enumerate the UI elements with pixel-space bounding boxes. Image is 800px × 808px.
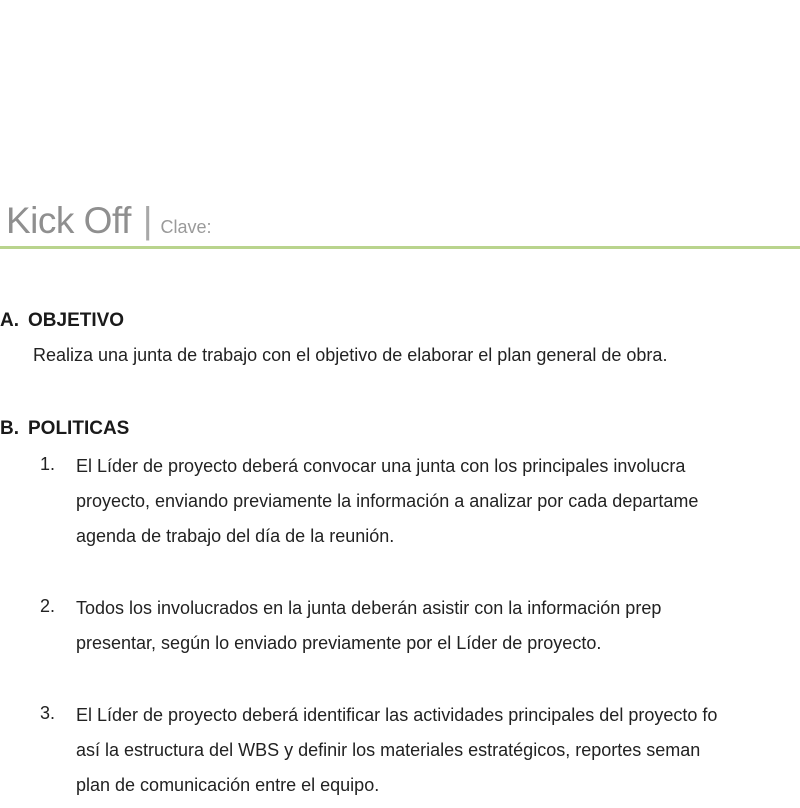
- policy-item-1-line-3: agenda de trabajo del día de la reunión.: [76, 526, 395, 546]
- policy-item-1-line-2: proyecto, enviando previamente la información a analizar por cada departame: [76, 491, 699, 511]
- policy-item-3-text: [76, 703, 717, 808]
- policy-item-2-line-2: presentar, según lo enviado previamente por el Líder de proyecto.: [76, 633, 602, 653]
- policy-item-3-line-2: así la estructura del WBS y definir los materiales estratégicos, reportes seman: [76, 740, 701, 760]
- document-header: [6, 200, 212, 246]
- section-a-letter: A.: [0, 310, 19, 331]
- section-b-letter: B.: [0, 418, 19, 439]
- policy-item-2-number: 2.: [40, 596, 56, 616]
- policy-item-2-line-1: Todos los involucrados en la junta deberán asistir con la información prep: [76, 598, 662, 618]
- section-b-heading: [0, 418, 129, 440]
- section-a-title: OBJETIVO: [28, 310, 125, 331]
- title-separator: |: [142, 200, 153, 241]
- policy-item-3-line-1: El Líder de proyecto deberá identificar las actividades principales del proyecto fo: [76, 705, 718, 725]
- policy-item-3-line-3: plan de comunicación entre el equipo.: [76, 775, 380, 795]
- policy-item-1-line-1: El Líder de proyecto deberá convocar una junta con los principales involucra: [76, 456, 686, 476]
- policy-item-1-number: 1.: [40, 454, 56, 474]
- clave-label: Clave:: [160, 217, 212, 237]
- section-a-text: Realiza una junta de trabajo con el objetivo de elaborar el plan general de obra.: [33, 345, 668, 365]
- document-title: Kick Off: [6, 200, 131, 241]
- header-divider: [0, 246, 800, 249]
- policy-item-1-text: [76, 454, 698, 559]
- section-a-heading: [0, 310, 124, 332]
- policy-item-3-number: 3.: [40, 703, 56, 723]
- section-b-title: POLITICAS: [28, 418, 130, 439]
- policy-item-2-text: [76, 596, 661, 666]
